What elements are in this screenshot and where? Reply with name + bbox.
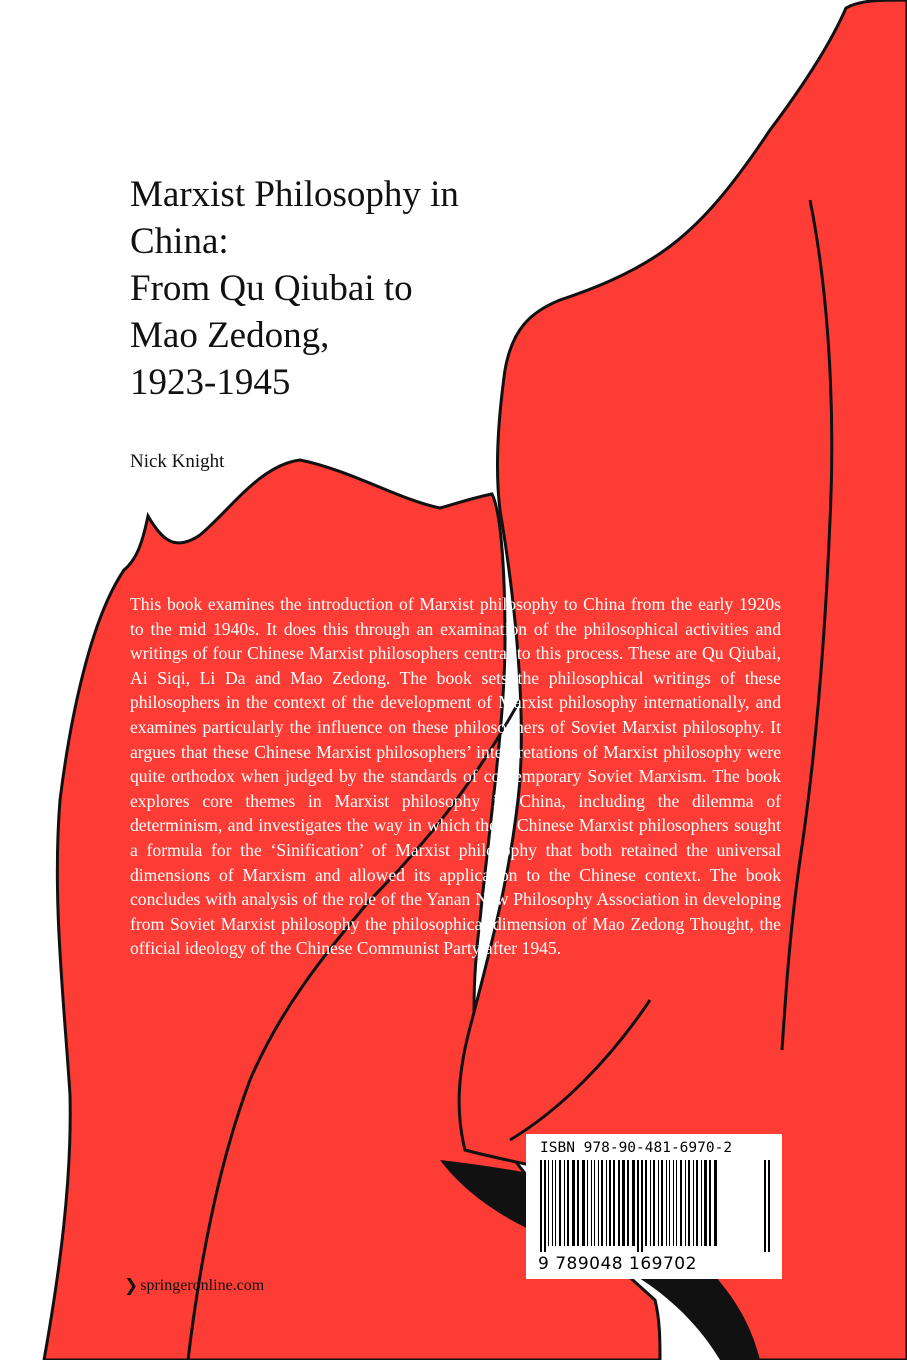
isbn-label: ISBN 978-90-481-6970-2 <box>540 1140 733 1156</box>
barcode-bar <box>641 1160 643 1252</box>
barcode-bar <box>653 1160 655 1246</box>
book-title <box>130 171 600 406</box>
barcode-bar <box>609 1160 611 1246</box>
barcode-bar <box>598 1160 599 1246</box>
title-line: China: <box>130 221 229 262</box>
barcode-bar <box>544 1160 546 1252</box>
barcode-bar <box>540 1160 542 1252</box>
barcode-bar <box>685 1160 686 1246</box>
barcode-bar <box>627 1160 629 1246</box>
barcode-bar <box>645 1160 647 1246</box>
book-description: This book examines the introduction of Marxist philosophy to China from the early 1920s to the mid 1940s. It does this through an examination of the philosophical activities and writings of four Chinese Marxist philosophers central to this process. These are Qu Qiubai, Ai Siqi, Li Da and Mao Zedong. The book sets the philosophical writings of these philosophers in the context of the development of Marxist philosophy internationally, and examines particularly the influence on these philosophers of Soviet Marxist philosophy. It argues that these Chinese Marxist philosophers’ interpretations of Marxist philosophy were quite orthodox when judged by the standards of contemporary Soviet Marxism. The book explores core themes in Marxist philosophy in China, including the dilemma of determinism, and investigates the way in which these Chinese Marxist philosophers sought a formula for the ‘Sinification’ of Marxist philosophy that both retained the universal dimensions of Marxism and allowed its application to the Chinese context. The book concludes with analysis of the role of the Yanan New Philosophy Association in developing from Soviet Marxist philosophy the philosophical dimension of Mao Zedong Thought, the official ideology of the Chinese Communist Party after 1945. <box>130 594 781 959</box>
barcode-bar <box>669 1160 670 1246</box>
barcode-bar <box>606 1160 607 1246</box>
barcode-bar <box>564 1160 565 1246</box>
barcode-bar <box>587 1160 588 1246</box>
title-line: Mao Zedong, <box>130 315 330 356</box>
barcode-bar <box>622 1160 625 1246</box>
publisher-website[interactable] <box>124 1276 264 1296</box>
barcode-bar <box>601 1160 603 1246</box>
barcode-bar <box>572 1160 575 1246</box>
barcode-bar <box>591 1160 592 1246</box>
barcode-bar <box>676 1160 677 1246</box>
barcode-bar <box>555 1160 556 1246</box>
chevron-right-icon: ❯ <box>124 1276 139 1296</box>
barcode-bar <box>548 1160 549 1246</box>
barcode-bar <box>637 1160 639 1252</box>
barcode-bar <box>632 1160 635 1246</box>
publisher-site-text: springeronline.com <box>140 1277 265 1294</box>
barcode-bar <box>764 1160 766 1252</box>
barcode-bar <box>661 1160 663 1246</box>
title-line: 1923-1945 <box>130 362 291 403</box>
title-line: From Qu Qiubai to <box>130 268 413 309</box>
barcode-digits: 9 789048 169702 <box>538 1254 697 1274</box>
author-name: Nick Knight <box>130 451 225 472</box>
barcode-bar <box>567 1160 569 1246</box>
barcode-bar <box>618 1160 620 1246</box>
barcode-bar <box>768 1160 770 1252</box>
barcode-bar <box>673 1160 674 1246</box>
barcode-bar <box>559 1160 561 1246</box>
barcode-bar <box>714 1160 717 1246</box>
title-line: Marxist Philosophy in <box>130 174 459 215</box>
barcode <box>538 1160 772 1252</box>
barcode-bar <box>552 1160 553 1246</box>
isbn-barcode-box <box>526 1134 782 1279</box>
barcode-bar <box>650 1160 651 1246</box>
barcode-bar <box>582 1160 585 1246</box>
barcode-bar <box>666 1160 667 1246</box>
barcode-bar <box>688 1160 690 1246</box>
barcode-bar <box>577 1160 579 1246</box>
barcode-bar <box>613 1160 615 1246</box>
barcode-bar <box>709 1160 711 1246</box>
barcode-bar <box>658 1160 659 1246</box>
barcode-bar <box>701 1160 702 1246</box>
barcode-bar <box>696 1160 698 1246</box>
barcode-bar <box>693 1160 694 1246</box>
barcode-bar <box>704 1160 707 1246</box>
barcode-bar <box>680 1160 682 1246</box>
barcode-bar <box>594 1160 595 1246</box>
